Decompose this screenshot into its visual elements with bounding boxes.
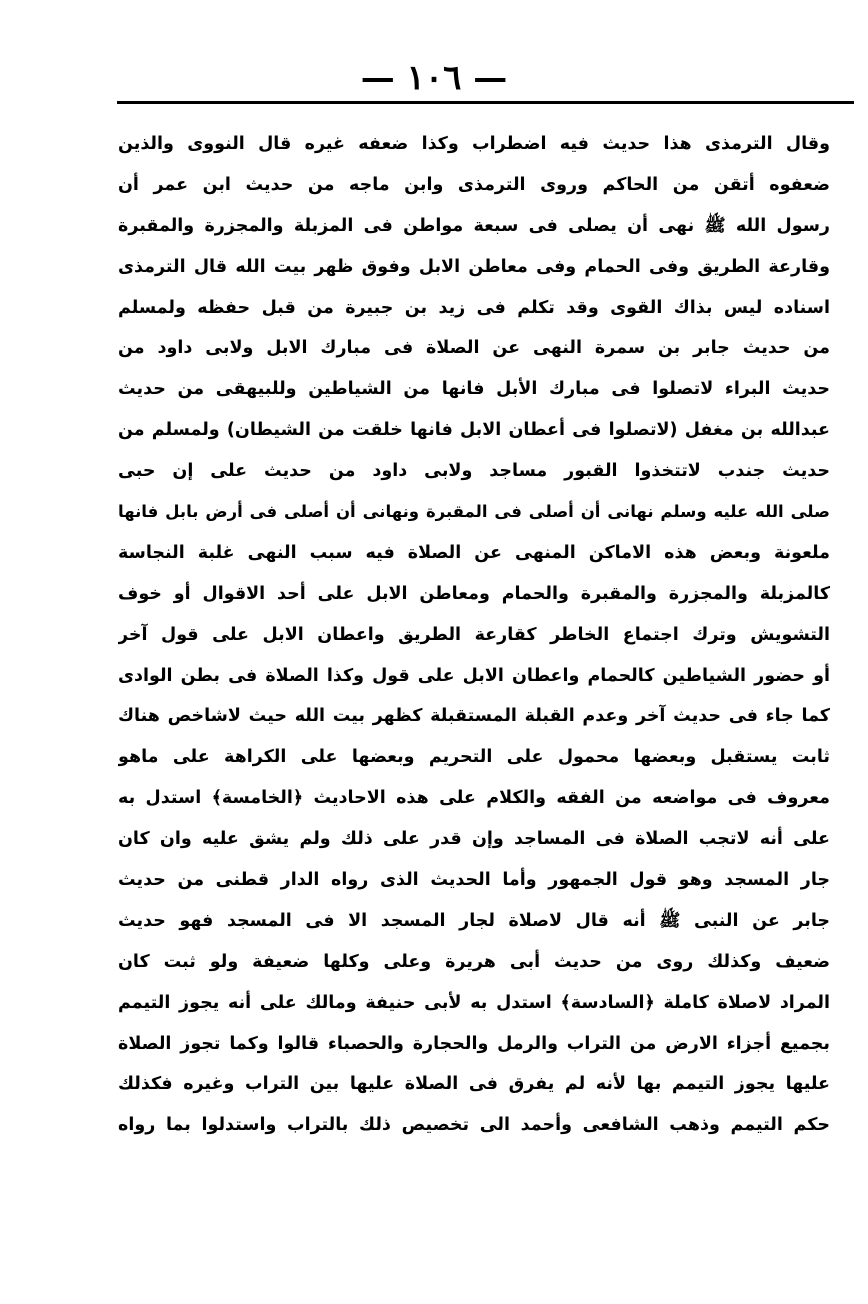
text-line: اسناده ليس بذاك القوى وقد تكلم فى زيد بن جبيرة من قبل حفظه ولمسلم [118, 297, 830, 318]
text-line: جار المسجد وهو قول الجمهور وأما الحديث الذى رواه الدار قطنى من حديث [118, 870, 830, 891]
text-line: ضعفوه أتقن من الحاكم وروى الترمذى وابن ماجه من حديث ابن عمر أن [118, 174, 830, 195]
text-line: على أنه لاتجب الصلاة فى المساجد وإن قدر على ذلك ولم يشق عليه وان كان [118, 829, 830, 850]
text-line: المراد لاصلاة كاملة ﴿السادسة﴾ استدل به لأبى حنيفة ومالك على أنه يجوز التيمم [118, 992, 830, 1013]
header-rule [117, 101, 854, 104]
text-line: ضعيف وكذلك روى من حديث أبى هريرة وعلى وكلها ضعيفة ولو ثبت كان [118, 951, 830, 972]
text-line: ملعونة وبعض هذه الاماكن المنهى عن الصلاة فيه سبب النهى غلبة النجاسة [118, 542, 830, 563]
text-line: كالمزبلة والمجزرة والمقبرة والحمام ومعاطن الابل على أحد الاقوال أو خوف [118, 583, 830, 604]
text-line: بجميع أجزاء الارض من التراب والرمل والحجارة والحصباء قالوا وكما تجوز الصلاة [118, 1033, 830, 1054]
page-header [0, 56, 868, 100]
text-line: أو حضور الشياطين كالحمام واعطان الابل على قول وكذا الصلاة فى بطن الوادى [118, 665, 830, 686]
text-line: وقارعة الطريق وفى الحمام وفى معاطن الابل وفوق ظهر بيت الله قال الترمذى [118, 256, 830, 277]
body-text [118, 124, 830, 1146]
text-line: جابر عن النبى ﷺ أنه قال لاصلاة لجار المسجد الا فى المسجد فهو حديث [118, 910, 830, 931]
text-line: وقال الترمذى هذا حديث فيه اضطراب وكذا ضعفه غيره قال النووى والذين [118, 134, 830, 154]
text-line: معروف فى مواضعه من الفقه والكلام على هذه الاحاديث ﴿الخامسة﴾ استدل به [118, 788, 830, 809]
text-line: صلى الله عليه وسلم نهانى أن أصلى فى المقبرة ونهانى أن أصلى فى أرض بابل فانها [118, 502, 830, 522]
text-line: من حديث جابر بن سمرة النهى عن الصلاة فى مبارك الابل ولابى داود من [118, 338, 830, 359]
text-line: حديث البراء لاتصلوا فى مبارك الأبل فانها من الشياطين وللبيهقى من حديث [118, 379, 830, 400]
text-line: ثابت يستقبل وبعضها محمول على التحريم وبعضها على الكراهة على ماهو [118, 747, 830, 768]
text-line: عليها يجوز التيمم بها لأنه لم يفرق فى الصلاة عليها بين التراب وغيره فكذلك [118, 1074, 830, 1095]
text-line: كما جاء فى حديث آخر وعدم القبلة المستقبلة كظهر بيت الله حيث لاشاخص هناك [118, 706, 830, 727]
text-line: التشويش وترك اجتماع الخاطر كقارعة الطريق واعطان الابل على قول آخر [118, 624, 830, 645]
text-line: حديث جندب لاتتخذوا القبور مساجد ولابى داود من حديث على إن حبى [118, 461, 830, 482]
text-line: عبدالله بن مغفل (لاتصلوا فى أعطان الابل فانها خلقت من الشيطان) ولمسلم من [118, 420, 830, 441]
text-line: رسول الله ﷺ نهى أن يصلى فى سبعة مواطن فى المزبلة والمجزرة والمقبرة [118, 215, 830, 236]
text-line: حكم التيمم وذهب الشافعى وأحمد الى تخصيص ذلك بالتراب واستدلوا بما رواه [118, 1115, 830, 1136]
page-number: — ١٠٦ — [360, 58, 508, 98]
